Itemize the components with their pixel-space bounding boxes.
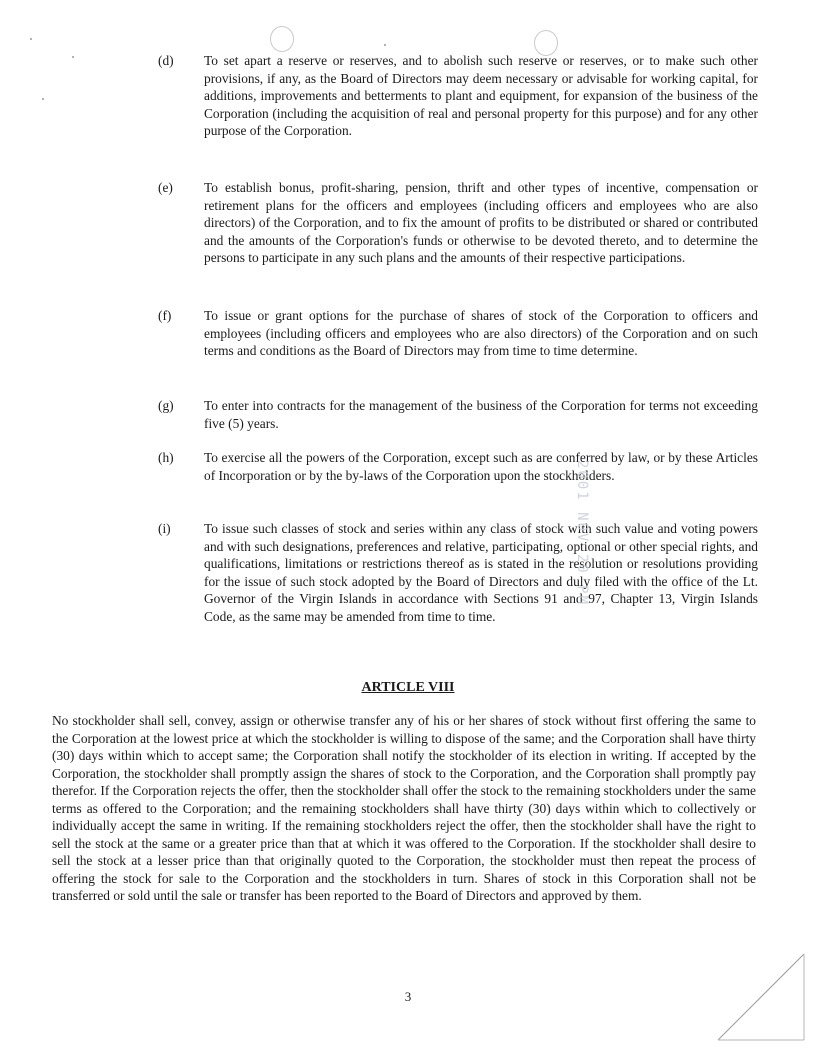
- page-curl-mark: [716, 952, 806, 1042]
- list-item-text: To issue or grant options for the purchase of shares of stock of the Corporation to officers and employees (including officers and employees who are also directors) of the Corporation and on such terms and conditions as the Board of Directors may from time to time determine.: [204, 308, 758, 358]
- list-item-text: To establish bonus, profit-sharing, pension, thrift and other types of incentive, compensation or retirement plans for the officers and employees (including officers and employees who are also directors) of the Corporation, and to fix the amount of profits to be distributed or shared or contributed and the amounts of the Corporation's funds or otherwise to be devoted thereto, and to determine the persons to participate in any such plans and the amounts of their respective participations.: [204, 180, 758, 265]
- list-item-label: (h): [158, 450, 174, 465]
- punch-hole-left: [270, 26, 294, 52]
- list-item-text: To issue such classes of stock and series within any class of stock with such value and voting powers and with such designations, preferences and relative, participating, optional or other special rights, and qualifications, limitations or restrictions thereof as is stated in the resolution or resolutions providing for the issue of such stock adopted by the Board of Directors and duly filed with the office of the Lt. Governor of the Virgin Islands in accordance with Sections 91 and 97, Chapter 13, Virgin Islands Code, as the same may be amended from time to time.: [204, 521, 758, 624]
- scan-speck: [30, 38, 32, 40]
- list-item-label: (f): [158, 308, 172, 323]
- list-item-label: (e): [158, 180, 173, 195]
- list-item-text: To enter into contracts for the management of the business of the Corporation for terms not exceeding five (5) years.: [204, 398, 758, 431]
- list-item-label: (i): [158, 521, 171, 536]
- list-item-text: To exercise all the powers of the Corporation, except such as are conferred by law, or by these Articles of Incorporation or by the by-laws of the Corporation upon the stockholders.: [204, 450, 758, 483]
- filing-stamp: 2001 NOV 20 PM: [574, 460, 590, 607]
- page-number: 3: [404, 989, 412, 1004]
- article-body: No stockholder shall sell, convey, assign or otherwise transfer any of his or her shares of stock without first offering the same to the Corporation at the lowest price at which the stockholder is willing to dispose of the same; and the Corporation shall have thirty (30) days within which to accept same; the Corporation shall notify the stockholder of its election in writing. If accepted by the Corporation, the stockholder shall promptly assign the shares of stock to the Corporation, and the Corporation shall promptly pay therefor. If the Corporation rejects the offer, then the stockholder shall offer the stock to the remaining stockholders under the same terms as offered to the Corporation; and the remaining stockholders shall have thirty (30) days within which to collectively or individually accept the same in writing. If the remaining stockholders reject the offer, then the stockholder shall have the right to sell the stock at the same or a greater price than that at which it was offered to the Corporation. If the stockholder shall desire to sell the stock at a lesser price than that originally quoted to the Corporation, the stockholder must then repeat the process of offering the stock for sale to the Corporation and the stockholders in turn. Shares of stock in this Corporation shall not be transferred or sold until the sale or transfer has been reported to the Board of Directors and approved by them.: [52, 713, 756, 903]
- article-heading: ARTICLE VIII: [361, 680, 455, 695]
- scan-speck: [72, 56, 74, 58]
- scan-speck: [42, 98, 44, 100]
- list-item-label: (d): [158, 53, 174, 68]
- list-item-text: To set apart a reserve or reserves, and to abolish such reserve or reserves, or to make such other provisions, if any, as the Board of Directors may deem necessary or advisable for working capital, for additions, improvements and betterments to plant and equipment, for expansion of the business of the Corporation (including the acquisition of real and personal property for this purpose) and for any other purpose of the Corporation.: [204, 53, 758, 138]
- scan-speck: [384, 44, 386, 46]
- list-item-label: (g): [158, 398, 174, 413]
